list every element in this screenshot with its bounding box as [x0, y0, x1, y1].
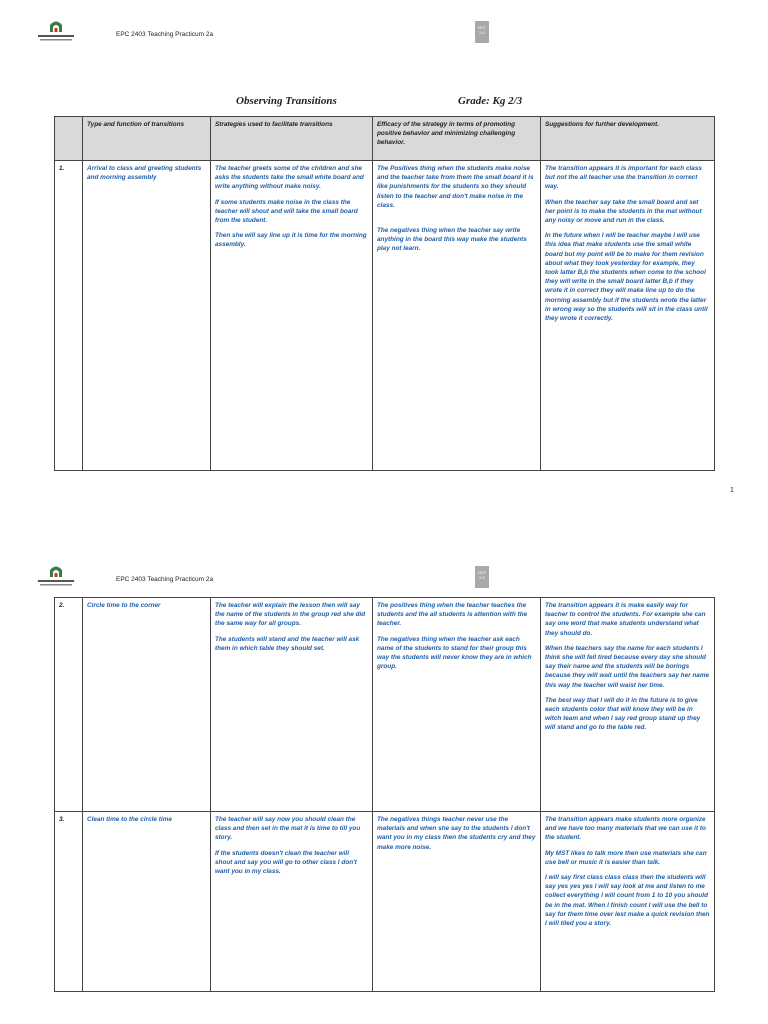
suggestion-text: When the teachers say the name for each students I think she will fell tired because every day she should say their name and the students will be borings because they will wait until the teachers say her name this way the teacher will waist her time. — [545, 644, 710, 689]
strategy-text: If the students doesn't clean the teacher will shout and say you will go to other class I don't want you in my class. — [215, 849, 357, 876]
strategy-text: If some students make noise in the class the teacher will shout and will take the small board from the student. — [215, 198, 358, 225]
transition-type: Clean time to the circle time — [83, 812, 211, 992]
column-header: Strategies used to facilitate transitions — [211, 117, 373, 161]
column-header: Suggestions for further development. — [541, 117, 715, 161]
table-row — [55, 161, 715, 471]
efficacy-text: The negatives thing when the teacher say write anything in the board this way make the students play not learn. — [377, 227, 527, 253]
course-title: EPC 2403 Teaching Practicum 2a — [116, 576, 214, 583]
suggestions-cell — [541, 598, 715, 812]
suggestions-cell — [541, 161, 715, 471]
college-logo-icon — [36, 563, 76, 589]
strategy-text: The teacher greets some of the children and she asks the students take the small white board and write anything without make noisy. — [215, 165, 364, 191]
strategies-cell — [211, 812, 373, 992]
row-number: 3. — [55, 812, 83, 992]
table-row — [55, 812, 715, 992]
transition-type: Arrival to class and greeting students and morning assembly — [83, 161, 211, 471]
efficacy-text: The negatives thing when the teacher ask each name of the students to stand for their group this way the students will never know they are in which group. — [377, 635, 532, 671]
course-title: EPC 2403 Teaching Practicum 2a — [116, 31, 214, 38]
page-header — [0, 0, 768, 50]
page-number: 1 — [730, 487, 734, 494]
efficacy-cell — [373, 161, 541, 471]
efficacy-text: The positives thing when the teacher teaches the students and the all students is attention with the teacher. — [377, 602, 528, 628]
suggestion-text: The best way that I will do it in the future is to give each students color that will know they will be in witch team and when I say red group stand up they will stand and go to the table red. — [545, 696, 701, 732]
column-header: Type and function of transitions — [83, 117, 211, 161]
row-number: 2. — [55, 598, 83, 812]
document-page-2 — [0, 545, 768, 1024]
document-title: Observing Transitions — [236, 95, 337, 107]
observation-table — [54, 116, 715, 471]
badge-icon: HCT 2.0 — [475, 566, 489, 588]
document-page-1 — [0, 0, 768, 510]
suggestion-text: My MST likes to talk more then use materials she can use bell or music it is easier than talk. — [545, 849, 707, 866]
strategy-text: Then she will say line up it is time for the morning assembly. — [215, 232, 367, 249]
transition-type: Circle time to the corner — [83, 598, 211, 812]
badge-icon: HCT 2.0 — [475, 21, 489, 43]
efficacy-text: The negatives things teacher never use the materials and when she say to the students I don't want you in my class then the students cry and they make more noise. — [377, 816, 536, 851]
row-number: 1. — [55, 161, 83, 471]
column-header — [55, 117, 83, 161]
page-header — [0, 545, 768, 595]
suggestion-text: The transition appears it is make easily way for teacher to control the students. For example she can say one word that make students understand what they should do. — [545, 602, 706, 637]
strategies-cell — [211, 598, 373, 812]
grade-label: Grade: Kg 2/3 — [458, 95, 523, 107]
strategies-cell — [211, 161, 373, 471]
efficacy-text: The Positives thing when the students make noise and the teacher take from them the small board it is like punishments for the students so they should listen to the teacher and don't make noise in the class. — [377, 165, 534, 209]
suggestion-text: The transition appears it is important for each class but not the all teacher use the transition in correct way. — [545, 165, 702, 191]
suggestion-text: When the teacher say take the small board and set her point is to make the students in the mat without any noisy or move and run in the class. — [545, 198, 702, 225]
strategy-text: The students will stand and the teacher will ask them in which table they should set. — [215, 635, 360, 652]
observation-table — [54, 597, 715, 992]
table-row — [55, 598, 715, 812]
efficacy-cell — [373, 598, 541, 812]
suggestions-cell — [541, 812, 715, 992]
strategy-text: The teacher will say now you should clean the class and then set in the mat it is time to till you story. — [215, 816, 361, 842]
suggestion-text: In the future when I will be teacher maybe I will use this idea that make students use the small white board but my point will be to make for them revision about what they took yesterday for example, they took latter B,b the students when come to the school they will write in the small board latter B,b if they wrote it in correct they will make line up to do the morning assembly but if the students wrote the latter in wrong way so the students will sit in the class until they wrote it correctly. — [545, 232, 708, 323]
college-logo-icon — [36, 18, 76, 44]
column-header: Efficacy of the strategy in terms of promoting positive behavior and minimizing challenging behavior. — [373, 117, 541, 161]
suggestion-text: The transition appears make students more organize and we have too many materials that we can use it to the student. — [545, 816, 706, 842]
strategy-text: The teacher will explain the lesson then will say the name of the students in the group red she did the same way for all groups. — [215, 602, 366, 628]
suggestion-text: I will say first class class class then the students will say yes yes yes I will say look at me and listen to me collect everything I will count from 1 to 10 you should be in the mat. When I finish count I will use the bell to say for them time over lest make a quick revision then I will tiled you a story. — [545, 874, 710, 928]
efficacy-cell — [373, 812, 541, 992]
table-header-row — [55, 117, 715, 161]
